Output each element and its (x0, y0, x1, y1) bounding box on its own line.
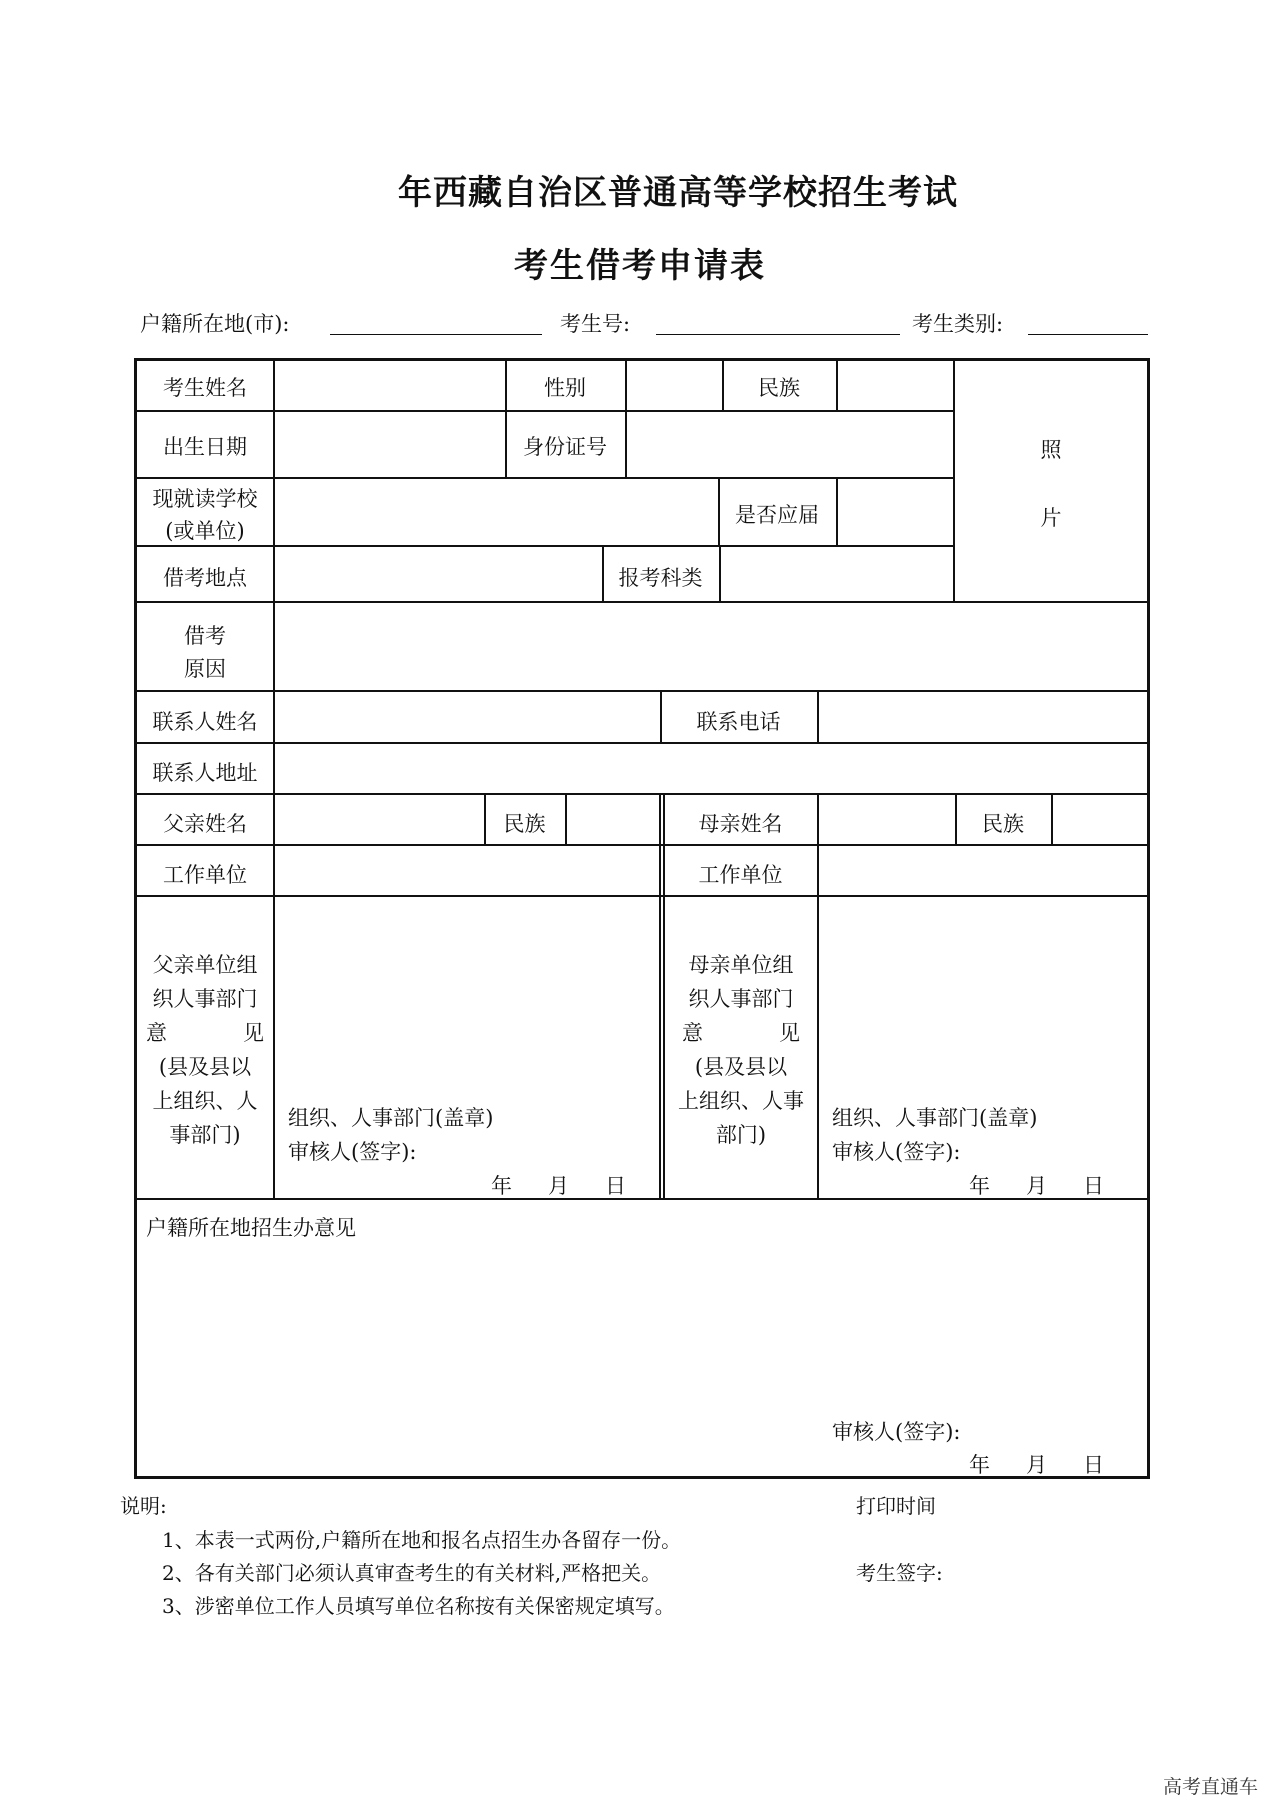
office-opinion-area[interactable] (137, 1200, 1147, 1476)
father-work-field[interactable] (275, 846, 659, 895)
fresh-graduate-field[interactable] (838, 479, 953, 545)
contact-address-field[interactable] (275, 744, 1147, 793)
note-item-2: 2、各有关部门必须认真审查考生的有关材料,严格把关。 (162, 1561, 662, 1585)
reason-field[interactable] (275, 603, 1147, 690)
father-date: 年 月 日 (491, 1174, 626, 1198)
subject-type-field[interactable] (721, 547, 953, 601)
note-item-1: 1、本表一式两份,户籍所在地和报名点招生办各留存一份。 (162, 1528, 682, 1552)
exam-no-label: 考生号: (560, 312, 631, 336)
birth-date-field[interactable] (275, 412, 505, 477)
id-number-field[interactable] (627, 412, 953, 477)
hukou-input-line[interactable] (330, 334, 542, 335)
label-birth-date: 出生日期 (163, 435, 247, 459)
borrow-place-field[interactable] (275, 547, 602, 601)
brand-watermark: 高考直通车 (1162, 1776, 1258, 1798)
label-father-ethnicity: 民族 (503, 812, 546, 836)
ethnicity-field[interactable] (838, 362, 953, 410)
name-field[interactable] (275, 362, 505, 410)
contact-phone-field[interactable] (819, 692, 1147, 742)
mother-ethnicity-field[interactable] (1053, 795, 1147, 844)
photo-box[interactable] (955, 362, 1147, 601)
label-contact-name: 联系人姓名 (152, 710, 258, 734)
contact-name-field[interactable] (275, 692, 660, 742)
label-id-number: 身份证号 (523, 435, 607, 459)
label-ethnicity: 民族 (758, 376, 800, 400)
father-name-field[interactable] (275, 795, 484, 844)
father-ethnicity-field[interactable] (567, 795, 659, 844)
notes-heading: 说明: (120, 1494, 167, 1518)
label-gender: 性别 (544, 376, 586, 400)
gender-field[interactable] (627, 362, 722, 410)
school-field[interactable] (275, 479, 718, 545)
label-contact-address: 联系人地址 (152, 761, 258, 785)
form-title-line1: 年西藏自治区普通高等学校招生考试 (398, 173, 958, 213)
office-date: 年 月 日 (969, 1453, 1104, 1477)
label-fresh-graduate: 是否应届 (735, 503, 819, 527)
label-reason-line2: 原因 (184, 657, 226, 681)
label-school-line2: (或单位) (165, 519, 245, 543)
photo-label-2: 片 (1040, 506, 1062, 530)
print-time-label: 打印时间 (856, 1494, 936, 1518)
label-school-line1: 现就读学校 (152, 487, 258, 511)
mother-opinion-area[interactable] (832, 1101, 1142, 1203)
label-mother-opinion: 母亲单位组 织人事部门 意 见 (县及县以 上组织、人事 部门) (678, 953, 804, 1147)
label-contact-phone: 联系电话 (696, 710, 781, 734)
father-reviewer-label: 审核人(签字): (288, 1140, 417, 1164)
student-sign-label: 考生签字: (856, 1561, 943, 1585)
label-father-opinion: 父亲单位组 织人事部门 意 见 (县及县以 上组织、人 事部门) (146, 953, 264, 1147)
mother-name-field[interactable] (819, 795, 955, 844)
office-reviewer-label: 审核人(签字): (832, 1420, 961, 1444)
label-office-opinion: 户籍所在地招生办意见 (146, 1216, 356, 1240)
label-father-work: 工作单位 (163, 863, 247, 887)
label-mother-name: 母亲姓名 (698, 812, 783, 836)
label-subject-type: 报考科类 (618, 566, 703, 590)
father-opinion-area[interactable] (288, 1101, 648, 1203)
form-title-line2: 考生借考申请表 (514, 246, 766, 286)
label-mother-ethnicity: 民族 (982, 812, 1024, 836)
label-name: 考生姓名 (163, 376, 247, 400)
father-seal-label: 组织、人事部门(盖章) (288, 1106, 494, 1130)
note-item-3: 3、涉密单位工作人员填写单位名称按有关保密规定填写。 (162, 1594, 675, 1618)
label-mother-work: 工作单位 (698, 863, 783, 887)
exam-no-input-line[interactable] (656, 334, 900, 335)
photo-label-1: 照 (1040, 438, 1062, 462)
mother-work-field[interactable] (819, 846, 1147, 895)
label-borrow-place: 借考地点 (163, 566, 247, 590)
label-reason-line1: 借考 (184, 624, 226, 648)
hukou-label: 户籍所在地(市): (140, 312, 290, 336)
mother-date: 年 月 日 (969, 1174, 1104, 1198)
mother-seal-label: 组织、人事部门(盖章) (832, 1106, 1038, 1130)
category-label: 考生类别: (912, 312, 1004, 336)
mother-reviewer-label: 审核人(签字): (832, 1140, 961, 1164)
label-father-name: 父亲姓名 (163, 812, 247, 836)
category-input-line[interactable] (1028, 334, 1148, 335)
